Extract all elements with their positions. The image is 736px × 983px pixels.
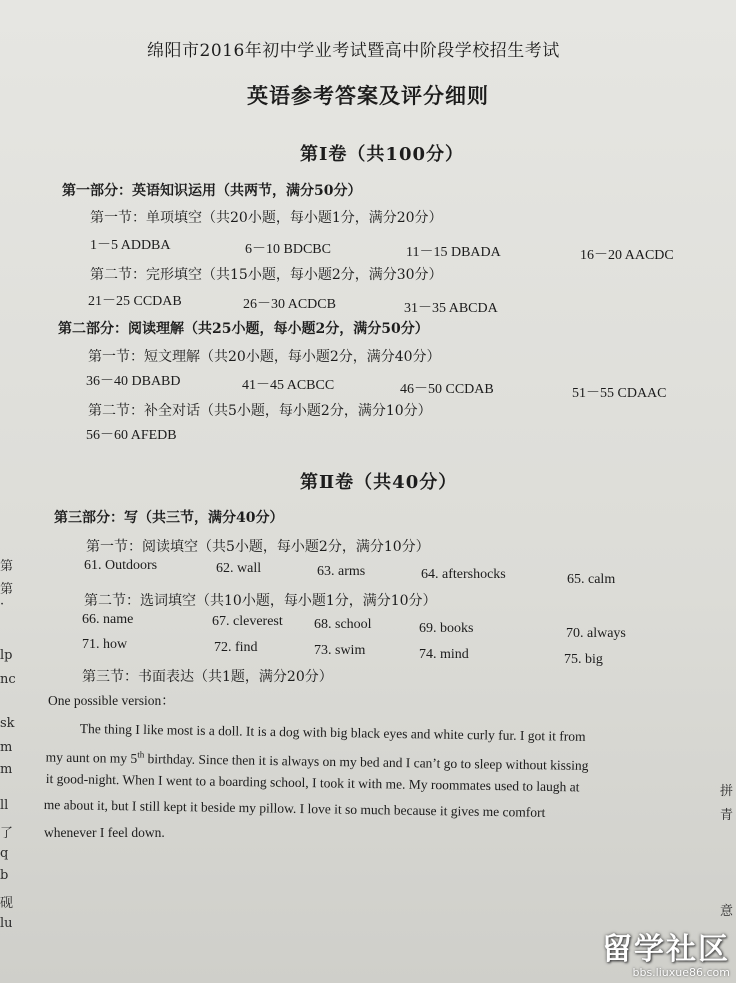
right-edge-fragments	[718, 760, 736, 919]
answer-group: 41－45 ACBCC	[242, 378, 335, 393]
watermark-url: bbs.liuxue86.com	[632, 966, 730, 979]
essay-label: One possible version：	[48, 693, 175, 708]
answer-item: 73. swim	[314, 643, 366, 658]
essay-line: whenever I feel down.	[44, 825, 165, 840]
edge-fragment: m	[0, 762, 13, 777]
answer-group: 11－15 DBADA	[406, 245, 501, 260]
essay-line: my aunt on my 5th birthday. Since then it is always on my bed and I can’t go to sleep without kissing	[45, 749, 589, 774]
edge-fragment: lp	[0, 648, 13, 663]
answer-item: 71. how	[82, 637, 128, 652]
edge-fragment: 了	[0, 826, 14, 841]
volume1-heading: 第Ⅰ卷（共100分）	[300, 144, 464, 165]
edge-fragment: lu	[0, 916, 13, 931]
essay-line: me about it, but I still kept it beside my pillow. I love it so much because it gives me comfort	[43, 796, 546, 820]
answer-group: 56－60 AFEDB	[86, 428, 177, 443]
answer-group: 51－55 CDAAC	[572, 386, 667, 401]
watermark-logo-text: 留学社区	[602, 932, 730, 967]
answer-group: 16－20 AACDC	[580, 248, 674, 263]
left-edge-fragments	[0, 540, 16, 931]
part3-section1-heading: 第一节：阅读填空（共5小题，每小题2分，满分10分）	[86, 539, 430, 555]
answer-item: 72. find	[214, 640, 258, 655]
edge-fragment: 拼	[720, 784, 734, 799]
part2-section1-heading: 第一节：短文理解（共20小题，每小题2分，满分40分）	[88, 349, 441, 365]
answer-group: 31－35 ABCDA	[404, 301, 498, 316]
answer-group: 6－10 BDCBC	[245, 242, 331, 257]
answer-group: 46－50 CCDAB	[400, 382, 494, 397]
volume2-heading: 第Ⅱ卷（共40分）	[300, 472, 458, 493]
watermark	[602, 924, 730, 979]
essay-line: The thing I like most is a doll. It is a dog with big black eyes and white curly fur. I got it from	[79, 720, 586, 744]
part1-section1-heading: 第一节：单项填空（共20小题，每小题1分，满分20分）	[90, 210, 443, 226]
answer-item: 67. cleverest	[212, 614, 283, 629]
answer-item: 75. big	[564, 652, 603, 667]
exam-title: 绵阳市2016年初中学业考试暨高中阶段学校招生考试	[147, 41, 560, 61]
edge-fragment: 意	[720, 904, 734, 919]
answer-group: 1－5 ADDBA	[90, 238, 171, 253]
edge-fragment: 砚	[0, 896, 14, 911]
answer-item: 66. name	[82, 612, 134, 627]
part3-heading: 第三部分：写（共三节，满分40分）	[54, 510, 284, 526]
edge-fragment: b	[0, 868, 9, 883]
edge-fragment: ll	[0, 798, 9, 813]
edge-fragment: nc	[0, 672, 16, 687]
answer-item: 74. mind	[419, 647, 469, 662]
answer-group: 26－30 ACDCB	[243, 297, 336, 312]
edge-fragment: q	[0, 846, 9, 861]
answer-item: 62. wall	[216, 561, 262, 576]
part1-heading: 第一部分：英语知识运用（共两节，满分50分）	[62, 183, 362, 199]
edge-fragment: m	[0, 740, 13, 755]
answer-item: 70. always	[566, 626, 626, 641]
answer-item: 61. Outdoors	[84, 558, 158, 573]
part3-section3-heading: 第三节：书面表达（共1题，满分20分）	[82, 669, 333, 685]
answer-item: 63. arms	[317, 564, 366, 579]
edge-fragment: 第	[0, 559, 14, 574]
part2-heading: 第二部分：阅读理解（共25小题，每小题2分，满分50分）	[58, 321, 429, 337]
edge-fragment: sk	[0, 716, 15, 731]
edge-fragment: 第·	[0, 582, 14, 612]
answer-item: 68. school	[314, 617, 372, 632]
answer-item: 65. calm	[567, 572, 616, 587]
answer-group: 21－25 CCDAB	[88, 294, 182, 309]
essay-line: it good-night. When I went to a boarding school, I took it with me. My roommates used to laugh at	[45, 770, 580, 795]
part1-section2-heading: 第二节：完形填空（共15小题，每小题2分，满分30分）	[90, 267, 443, 283]
document-subtitle: 英语参考答案及评分细则	[247, 83, 489, 108]
answer-group: 36－40 DBABD	[86, 374, 181, 389]
answer-item: 64. aftershocks	[421, 567, 506, 582]
answer-item: 69. books	[419, 621, 474, 636]
edge-fragment: 青	[720, 808, 734, 823]
part3-section2-heading: 第二节：选词填空（共10小题，每小题1分，满分10分）	[84, 593, 437, 609]
part2-section2-heading: 第二节：补全对话（共5小题，每小题2分，满分10分）	[88, 403, 432, 419]
